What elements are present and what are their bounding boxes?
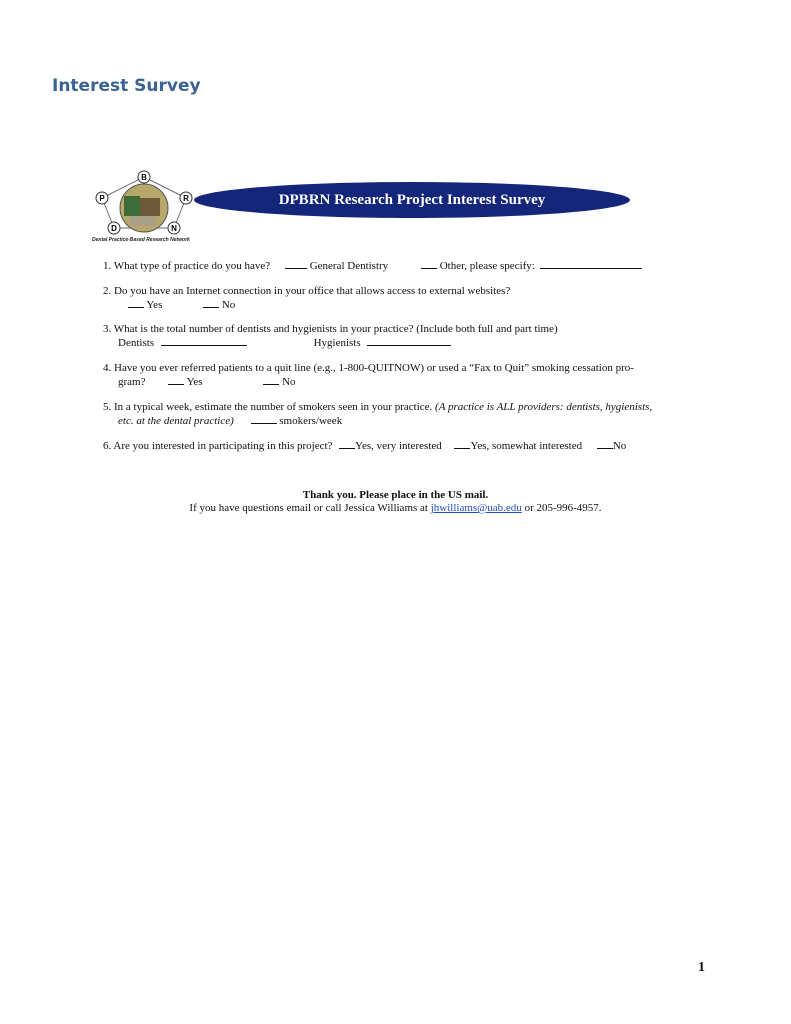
- quitline-yes-label: Yes: [186, 376, 203, 388]
- survey-banner: [194, 182, 630, 218]
- general-dentistry-blank[interactable]: [285, 259, 307, 269]
- question-2-options: [128, 298, 235, 312]
- page-number: 1: [698, 960, 705, 975]
- hygienists-count-field[interactable]: [367, 336, 451, 346]
- question-3-fields: [118, 336, 451, 350]
- thank-you-text: Thank you. Please place in the US mail.: [302, 489, 489, 501]
- contact-suffix: or 205-996-4957.: [524, 502, 602, 514]
- very-interested-blank[interactable]: [339, 439, 355, 449]
- logo-letter-d: D: [111, 224, 117, 233]
- question-2-text: 2. Do you have an Internet connection in your office that allows access to external websites?: [103, 285, 511, 297]
- other-practice-blank[interactable]: [421, 259, 437, 269]
- internet-yes-blank[interactable]: [128, 298, 144, 308]
- question-5-text: 5. In a typical week, estimate the number of smokers seen in your practice.: [103, 401, 433, 413]
- internet-no-label: No: [221, 299, 236, 311]
- dentists-count-field[interactable]: [161, 336, 247, 346]
- question-5-line-1: [103, 401, 652, 414]
- page-title: Interest Survey: [52, 76, 201, 96]
- question-6: [103, 439, 626, 453]
- logo-caption: Dental Practice-Based Research Network: [92, 237, 190, 243]
- question-4-line-2: [118, 375, 296, 389]
- question-6-text: 6. Are you interested in participating in this project?: [103, 440, 333, 452]
- other-practice-label: Other, please specify:: [439, 260, 535, 272]
- smokers-per-week-label: smokers/week: [279, 415, 343, 427]
- somewhat-interested-label: Yes, somewhat interested: [470, 440, 583, 452]
- general-dentistry-label: General Dentistry: [309, 260, 389, 272]
- banner-title: DPBRN Research Project Interest Survey: [278, 191, 546, 208]
- logo-graphic: [90, 168, 202, 238]
- contact-line: [0, 502, 791, 514]
- logo-letter-b: B: [141, 173, 147, 182]
- contact-prefix: If you have questions email or call Jessica Williams at: [189, 502, 428, 514]
- logo-letter-n: N: [171, 224, 177, 233]
- not-interested-blank[interactable]: [597, 439, 613, 449]
- question-1: [103, 259, 642, 273]
- not-interested-label: No: [612, 440, 627, 452]
- smokers-per-week-field[interactable]: [251, 414, 277, 424]
- hygienists-label: Hygienists: [313, 337, 361, 349]
- question-1-text: 1. What type of practice do you have?: [103, 260, 271, 272]
- contact-email-link[interactable]: jhwilliams@uab.edu: [430, 502, 522, 514]
- other-practice-specify-field[interactable]: [540, 259, 642, 269]
- quitline-no-blank[interactable]: [263, 375, 279, 385]
- question-5-line-2: [118, 414, 342, 428]
- very-interested-label: Yes, very interested: [355, 440, 442, 452]
- question-4-gram: gram?: [118, 376, 146, 388]
- question-5-note-cont: etc. at the dental practice): [118, 415, 234, 427]
- question-5-note: (A practice is ALL providers: dentists, hygienists,: [435, 401, 653, 413]
- quitline-no-label: No: [282, 376, 296, 388]
- dentists-label: Dentists: [118, 337, 155, 349]
- logo-letter-r: R: [183, 194, 189, 203]
- logo-letter-p: P: [99, 194, 105, 203]
- dpbrn-logo: [90, 168, 202, 248]
- somewhat-interested-blank[interactable]: [454, 439, 470, 449]
- quitline-yes-blank[interactable]: [168, 375, 184, 385]
- question-4-line-1: 4. Have you ever referred patients to a quit line (e.g., 1-800-QUITNOW) or used a “Fax to Quit” smoking cessation pro-: [103, 362, 634, 374]
- question-3-text: 3. What is the total number of dentists and hygienists in your practice? (Include both full and part time): [103, 323, 558, 335]
- internet-no-blank[interactable]: [203, 298, 219, 308]
- internet-yes-label: Yes: [146, 299, 163, 311]
